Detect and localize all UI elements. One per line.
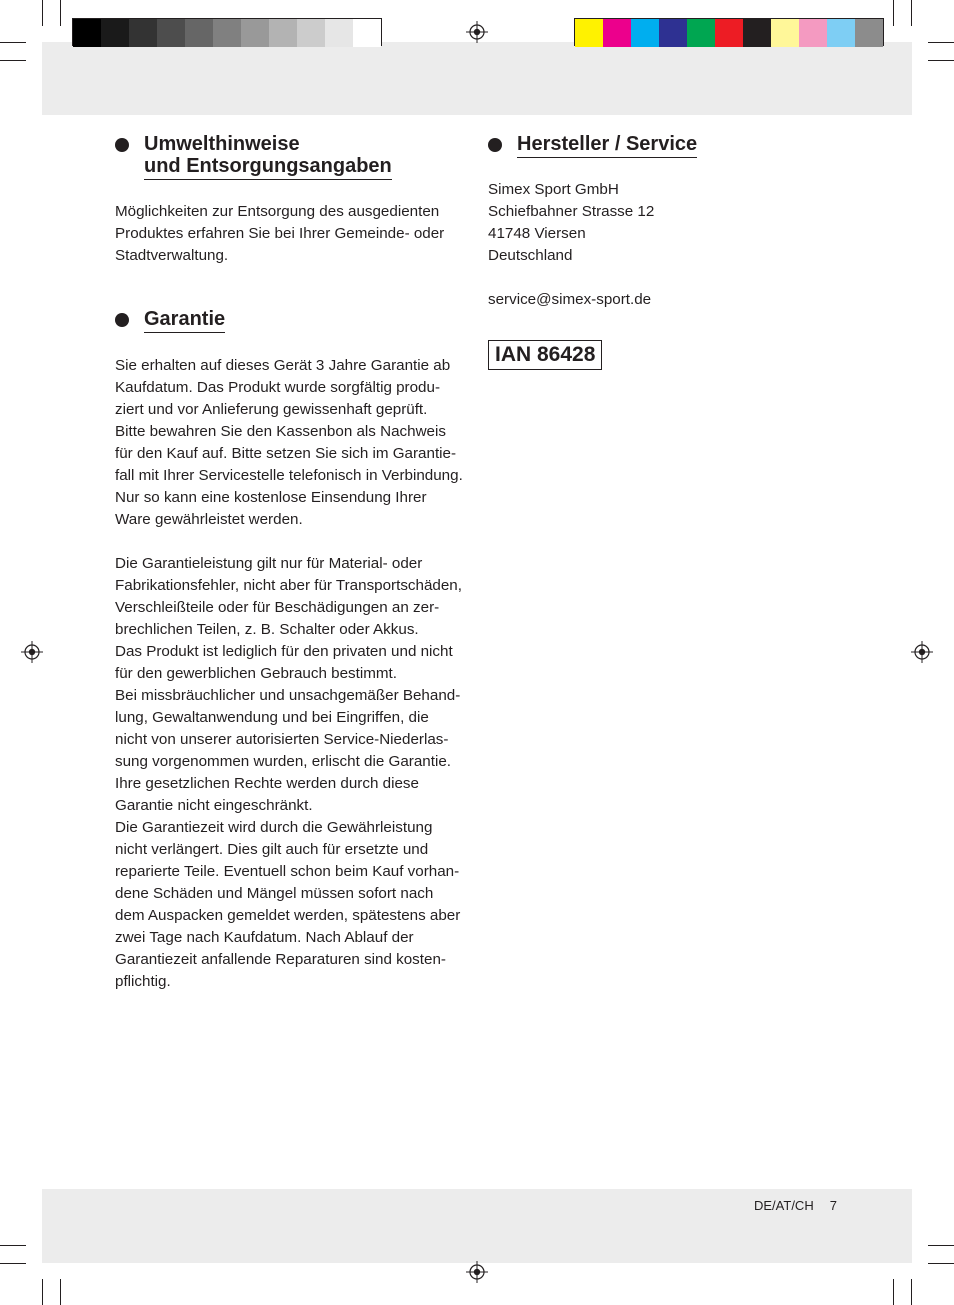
bullet-icon: [115, 138, 129, 152]
service-email: service@simex-sport.de: [488, 291, 652, 308]
crop-mark: [928, 1245, 954, 1246]
warranty-heading: Garantie: [115, 308, 465, 333]
crop-mark: [928, 1263, 954, 1264]
warranty-paragraph-2: Die Garantieleistung gilt nur für Material- oder Fabrikationsfehler, nicht aber für Transportschäden, Verschleißteile oder für Beschädigungen an zer- brechlichen Teilen, z. B. Schalter oder Akkus. Das Produkt ist lediglich für den privaten und nicht für den gewerblichen Gebrauch bestimmt. Bei missbräuchlicher und unsachgemäßer Behand- lung, Gewaltanwendung und bei Eingriffen, die nicht von unserer autorisierten Service-Niederlas- sung vorgenommen wurden, erlischt die Garantie. Ihre gesetzlichen Rechte werden durch diese Garantie nicht eingeschränkt. Die Garantiezeit wird durch die Gewährleistung nicht verlängert. Dies gilt auch für ersetzte und reparierte Teile. Eventuell schon beim Kauf vorhan- dene Schäden und Mängel müssen sofort nach dem Auspacken gemeldet werden, spätestens aber zwei Tage nach Kaufdatum. Nach Ablauf der Garantiezeit anfallende Reparaturen sind kosten- pflichtig.: [115, 555, 462, 990]
color-swatch: [771, 19, 799, 47]
crop-mark: [0, 1263, 26, 1264]
color-strip: [574, 18, 884, 46]
region-label: DE/AT/CH: [754, 1198, 814, 1213]
crop-mark: [928, 42, 954, 43]
page-number: 7: [829, 1198, 837, 1213]
color-swatch: [269, 19, 297, 47]
left-column: [115, 133, 465, 993]
color-swatch: [129, 19, 157, 47]
registration-mark-icon: [466, 1261, 488, 1283]
environment-heading-line: Umwelthinweise: [144, 133, 300, 155]
crop-mark: [60, 0, 61, 26]
bullet-icon: [115, 313, 129, 327]
color-swatch: [353, 19, 381, 47]
crop-mark: [911, 0, 912, 26]
registration-mark-icon: [911, 641, 933, 663]
color-swatch: [687, 19, 715, 47]
color-swatch: [101, 19, 129, 47]
color-swatch: [213, 19, 241, 47]
crop-mark: [928, 60, 954, 61]
crop-mark: [911, 1279, 912, 1305]
ian-number: IAN 86428: [488, 340, 602, 370]
crop-mark: [0, 1245, 26, 1246]
warranty-paragraph-1: Sie erhalten auf dieses Gerät 3 Jahre Garantie ab Kaufdatum. Das Produkt wurde sorgfältig produ- ziert und vor Anlieferung gewissenhaft geprüft. Bitte bewahren Sie den Kassenbon als Nachweis für den Kauf auf. Bitte setzen Sie sich im Garantie- fall mit Ihrer Servicestelle telefonisch in Verbindung. Nur so kann eine kostenlose Einsendung Ihrer Ware gewährleistet werden.: [115, 357, 463, 528]
color-swatch: [73, 19, 101, 47]
color-swatch: [659, 19, 687, 47]
top-band: [42, 42, 912, 115]
grayscale-strip: [72, 18, 382, 46]
color-swatch: [743, 19, 771, 47]
crop-mark: [0, 60, 26, 61]
environment-text: Möglichkeiten zur Entsorgung des ausgedienten Produktes erfahren Sie bei Ihrer Gemeinde- oder Stadtverwaltung.: [115, 203, 445, 264]
environment-heading-line: und Entsorgungsangaben: [144, 155, 392, 177]
color-swatch: [631, 19, 659, 47]
crop-mark: [893, 1279, 894, 1305]
manufacturer-address: Simex Sport GmbH Schiefbahner Strasse 12 41748 Viersen Deutschland: [488, 181, 655, 264]
color-swatch: [297, 19, 325, 47]
color-swatch: [855, 19, 883, 47]
crop-mark: [60, 1279, 61, 1305]
color-swatch: [157, 19, 185, 47]
color-swatch: [799, 19, 827, 47]
color-swatch: [827, 19, 855, 47]
registration-mark-icon: [466, 21, 488, 43]
bullet-icon: [488, 138, 502, 152]
color-swatch: [603, 19, 631, 47]
crop-mark: [893, 0, 894, 26]
service-heading: Hersteller / Service: [488, 133, 728, 158]
color-swatch: [715, 19, 743, 47]
color-swatch: [325, 19, 353, 47]
page-footer: [754, 1197, 837, 1215]
color-swatch: [575, 19, 603, 47]
color-swatch: [241, 19, 269, 47]
environment-heading: [115, 133, 465, 180]
right-column: [488, 133, 728, 370]
crop-mark: [42, 0, 43, 26]
crop-mark: [0, 42, 26, 43]
color-swatch: [185, 19, 213, 47]
registration-mark-icon: [21, 641, 43, 663]
crop-mark: [42, 1279, 43, 1305]
